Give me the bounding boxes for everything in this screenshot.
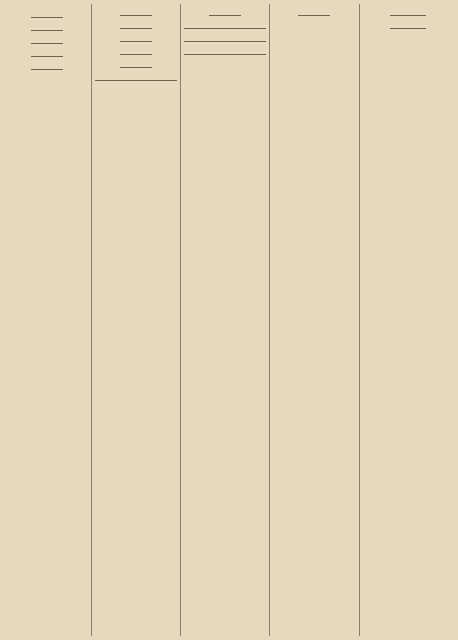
notice-text <box>364 19 452 25</box>
notice-text <box>184 6 266 12</box>
notice-text <box>184 32 266 38</box>
notice-text <box>6 21 88 27</box>
column-rule <box>269 4 270 636</box>
separator <box>31 56 64 57</box>
section-rule <box>184 54 266 55</box>
separator <box>120 41 153 42</box>
separator <box>390 28 425 29</box>
separator <box>120 67 153 68</box>
notice-text <box>6 8 88 14</box>
notice-text <box>6 47 88 53</box>
column-5 <box>364 6 452 634</box>
notice-text <box>95 84 177 90</box>
notice-text <box>6 60 88 66</box>
separator <box>120 54 153 55</box>
notice-text <box>184 58 266 64</box>
separator <box>31 30 64 31</box>
separator <box>31 43 64 44</box>
column-1 <box>6 6 88 634</box>
section-rule <box>184 28 266 29</box>
column-rule <box>180 4 181 636</box>
notice-text <box>95 58 177 64</box>
notice-text <box>184 45 266 51</box>
notice-text <box>184 19 266 25</box>
notice-text <box>273 6 355 12</box>
separator <box>298 15 331 16</box>
section-rule <box>184 41 266 42</box>
notice-text <box>95 45 177 51</box>
column-4 <box>273 6 355 634</box>
notice-text <box>6 34 88 40</box>
separator <box>31 17 64 18</box>
separator <box>120 15 153 16</box>
column-rule <box>359 4 360 636</box>
notice-text <box>364 6 452 12</box>
section-rule <box>95 80 177 81</box>
notice-text <box>95 71 177 77</box>
notice-text <box>95 19 177 25</box>
notice-text <box>273 19 355 25</box>
separator <box>209 15 242 16</box>
notice-text <box>6 73 88 79</box>
separator <box>31 69 64 70</box>
separator <box>120 28 153 29</box>
separator <box>390 15 425 16</box>
column-rule <box>91 4 92 636</box>
column-2 <box>95 6 177 634</box>
notice-text <box>95 6 177 12</box>
notice-text <box>364 32 452 38</box>
column-3 <box>184 6 266 634</box>
notice-text <box>95 32 177 38</box>
